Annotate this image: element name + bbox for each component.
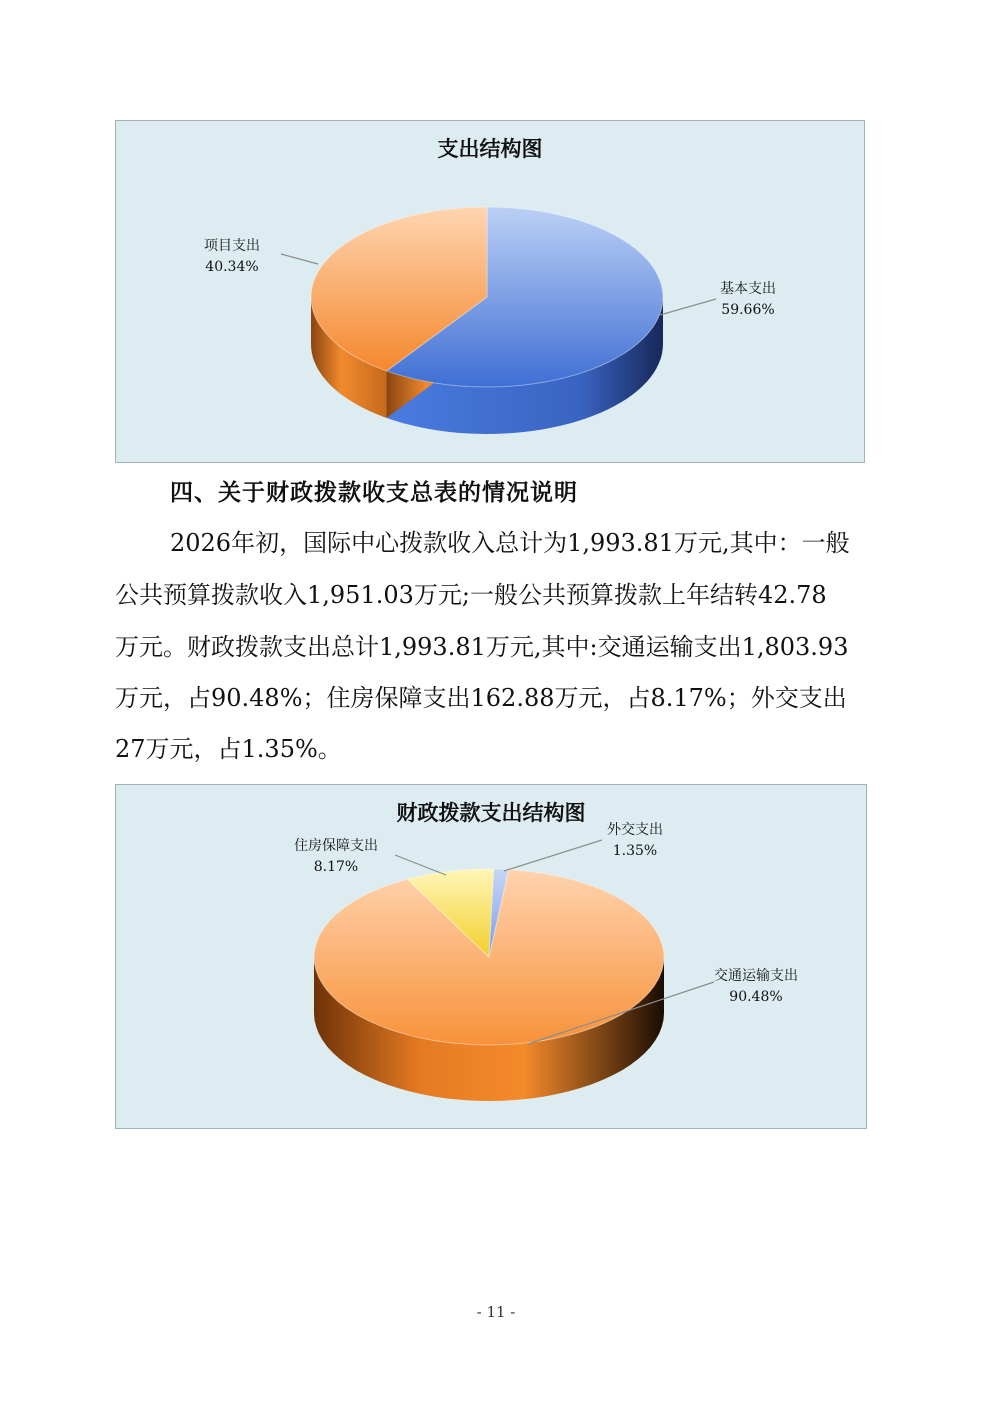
paragraph-line: 2026年初，国际中心拨款收入总计为1,993.81万元,其中：一般 bbox=[170, 529, 850, 557]
chart2-label-housing-name: 住房保障支出 bbox=[294, 838, 378, 854]
chart2-label-housing bbox=[294, 836, 378, 878]
chart2-label-transport-name: 交通运输支出 bbox=[714, 968, 798, 984]
chart2-label-housing-value: 8.17% bbox=[313, 859, 359, 875]
chart1-label-basic-value: 59.66% bbox=[721, 302, 775, 318]
chart1-label-project-value: 40.34% bbox=[205, 259, 259, 275]
paragraph-line: 27万元，占1.35%。 bbox=[115, 735, 342, 763]
chart1-leader-basic bbox=[660, 299, 716, 315]
chart1-title: 支出结构图 bbox=[437, 137, 543, 161]
fiscal-expenditure-structure-chart bbox=[115, 784, 867, 1129]
chart2-title: 财政拨款支出结构图 bbox=[396, 801, 586, 825]
chart1-label-project bbox=[204, 236, 260, 278]
chart2-leader-diplomacy bbox=[504, 840, 602, 871]
chart2-label-transport bbox=[714, 966, 798, 1008]
chart1-label-basic-name: 基本支出 bbox=[720, 281, 776, 297]
paragraph-line: 万元，占90.48%；住房保障支出162.88万元，占8.17%；外交支出 bbox=[115, 684, 847, 712]
chart2-label-diplomacy bbox=[607, 820, 663, 862]
section-heading: 四、关于财政拨款收支总表的情况说明 bbox=[170, 479, 578, 506]
paragraph-line: 万元。财政拨款支出总计1,993.81万元,其中:交通运输支出1,803.93 bbox=[115, 633, 849, 661]
page-number: - 11 - bbox=[476, 1303, 516, 1321]
chart2-leader-housing bbox=[395, 855, 446, 875]
chart2-label-diplomacy-value: 1.35% bbox=[612, 843, 658, 859]
chart2-label-diplomacy-name: 外交支出 bbox=[607, 822, 663, 838]
expenditure-structure-chart bbox=[115, 120, 865, 463]
chart1-label-basic bbox=[720, 279, 776, 321]
chart1-leader-project bbox=[281, 254, 318, 264]
chart1-label-project-name: 项目支出 bbox=[204, 238, 260, 254]
paragraph-line: 公共预算拨款收入1,951.03万元;一般公共预算拨款上年结转42.78 bbox=[115, 581, 827, 609]
chart2-pie-svg bbox=[116, 785, 868, 1130]
chart2-label-transport-value: 90.48% bbox=[729, 989, 783, 1005]
